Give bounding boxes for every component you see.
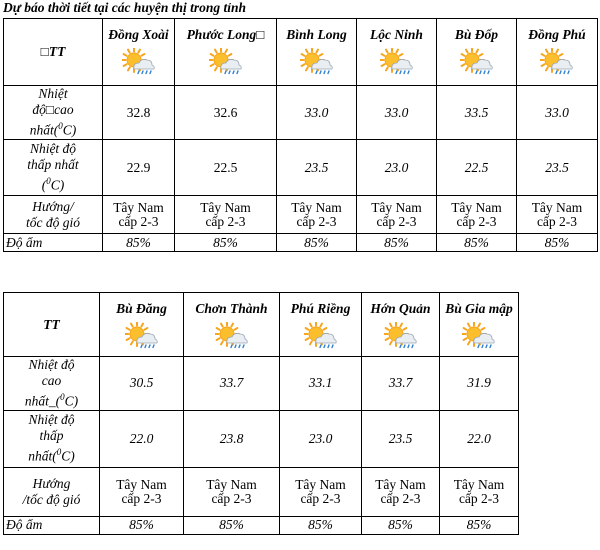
humidity-value: 85% [280, 516, 362, 534]
wind-level: cấp 2-3 [380, 490, 421, 506]
wind-value [175, 196, 277, 234]
district-name: Lộc Ninh [370, 27, 423, 42]
high-temp-value: 33.5 [437, 86, 517, 140]
low-temp-value: 23.0 [280, 410, 362, 467]
high-temp-value: 32.8 [103, 86, 175, 140]
district-header [362, 293, 440, 357]
wind-direction: Tây Nam [295, 476, 346, 492]
sun-cloud-rain-icon [460, 48, 494, 76]
low-temp-label [4, 410, 100, 467]
label-line: C) [50, 177, 65, 193]
wind-label [4, 467, 100, 516]
label-line: C) [64, 393, 79, 409]
district-header [437, 19, 517, 86]
wind-level: cấp 2-3 [536, 213, 578, 229]
label-line: Nhiệt [38, 86, 68, 102]
wind-level: cấp 2-3 [296, 213, 337, 229]
wind-direction: Tây Nam [113, 199, 164, 215]
wind-value [437, 196, 517, 234]
high-temp-value: 33.0 [357, 86, 437, 140]
district-name: Phú Riềng [290, 301, 351, 316]
sun-cloud-rain-icon [380, 48, 414, 76]
label-line: Hướng/ [32, 198, 74, 214]
district-header [175, 19, 277, 86]
sun-cloud-rain-icon [209, 48, 243, 76]
low-temp-label [4, 140, 103, 196]
tt-label: □TT [40, 44, 66, 59]
label-line: độ□cao [32, 102, 74, 118]
low-temp-value: 22.0 [440, 410, 519, 467]
sun-cloud-rain-icon [540, 48, 574, 76]
humidity-value: 85% [517, 234, 598, 252]
wind-direction: Tây Nam [291, 199, 342, 215]
humidity-row [4, 516, 519, 534]
header-row [4, 293, 519, 357]
label-line: nhất( [28, 448, 57, 464]
humidity-value: 85% [100, 516, 184, 534]
wind-value [184, 467, 280, 516]
low-temp-row [4, 410, 519, 467]
wind-level: cấp 2-3 [121, 490, 162, 506]
label-line: /tốc độ gió [22, 491, 81, 507]
humidity-row [4, 234, 598, 252]
wind-level: cấp 2-3 [211, 490, 252, 506]
label-line: thấp nhất [27, 157, 79, 173]
high-temp-value: 31.9 [440, 357, 519, 411]
wind-level: cấp 2-3 [300, 490, 341, 506]
label-line: Nhiệt độ [28, 412, 75, 428]
high-temp-value: 32.6 [175, 86, 277, 140]
corner-cell [4, 19, 103, 86]
wind-level: cấp 2-3 [118, 213, 159, 229]
district-header [280, 293, 362, 357]
wind-direction: Tây Nam [451, 199, 502, 215]
sun-cloud-rain-icon [304, 322, 338, 350]
district-name: Bù Đăng [116, 301, 167, 316]
district-name: Đồng Phú [528, 27, 586, 42]
label-line: thấp [39, 428, 64, 444]
page-title: Dự báo thời tiết tại các huyện thị trong tỉnh [3, 0, 246, 15]
high-temp-row [4, 86, 598, 140]
district-name: Đồng Xoài [108, 27, 169, 42]
humidity-label: Độ ẩm [4, 516, 100, 534]
degree-mark: 0 [58, 121, 63, 132]
low-temp-value: 23.8 [184, 410, 280, 467]
sun-cloud-rain-icon [300, 48, 334, 76]
sun-cloud-rain-icon [384, 322, 418, 350]
degree-mark: 0 [46, 176, 51, 187]
tt-label: TT [43, 316, 60, 332]
district-name: Phước Long□ [186, 27, 265, 42]
low-temp-value: 22.9 [103, 140, 175, 196]
wind-level: cấp 2-3 [376, 213, 417, 229]
low-temp-value: 23.5 [277, 140, 357, 196]
label-line: Hướng [32, 475, 71, 491]
label-line: nhất_( [24, 393, 61, 409]
wind-value [362, 467, 440, 516]
wind-direction: Tây Nam [200, 199, 251, 215]
low-temp-value: 23.5 [362, 410, 440, 467]
corner-cell [4, 293, 100, 357]
label-line: Nhiệt độ [29, 141, 77, 157]
wind-level: cấp 2-3 [456, 213, 497, 229]
wind-value [103, 196, 175, 234]
district-name: Bình Long [286, 27, 347, 42]
wind-direction: Tây Nam [375, 476, 426, 492]
high-temp-value: 33.7 [362, 357, 440, 411]
district-name: Chơn Thành [195, 301, 268, 316]
district-name: Hớn Quản [370, 301, 431, 316]
forecast-table-1 [3, 18, 598, 252]
wind-direction: Tây Nam [116, 476, 167, 492]
header-row [4, 19, 598, 86]
wind-row [4, 467, 519, 516]
high-temp-label [4, 357, 100, 411]
low-temp-value: 22.0 [100, 410, 184, 467]
wind-value [440, 467, 519, 516]
humidity-value: 85% [362, 516, 440, 534]
wind-direction: Tây Nam [531, 199, 583, 215]
district-header [357, 19, 437, 86]
high-temp-value: 33.0 [277, 86, 357, 140]
wind-level: cấp 2-3 [458, 490, 500, 506]
humidity-value: 85% [357, 234, 437, 252]
wind-row [4, 196, 598, 234]
label-line: C) [62, 122, 77, 138]
district-name: Bù Gia mập [445, 301, 513, 316]
high-temp-row [4, 357, 519, 411]
humidity-value: 85% [277, 234, 357, 252]
humidity-value: 85% [184, 516, 280, 534]
label-line: nhất( [29, 122, 59, 138]
humidity-label: Độ ẩm [4, 234, 103, 252]
high-temp-value: 33.7 [184, 357, 280, 411]
humidity-value: 85% [440, 516, 519, 534]
sun-cloud-rain-icon [462, 322, 496, 350]
high-temp-value: 33.1 [280, 357, 362, 411]
district-name: Bù Đốp [454, 27, 499, 42]
humidity-value: 85% [437, 234, 517, 252]
wind-level: cấp 2-3 [205, 213, 246, 229]
sun-cloud-rain-icon [125, 322, 159, 350]
high-temp-value: 30.5 [100, 357, 184, 411]
degree-mark: 0 [56, 447, 62, 458]
district-header [184, 293, 280, 357]
high-temp-label [4, 86, 103, 140]
label-line: C) [61, 448, 75, 464]
low-temp-value: 23.5 [517, 140, 598, 196]
district-header [100, 293, 184, 357]
wind-label [4, 196, 103, 234]
high-temp-value: 33.0 [517, 86, 598, 140]
district-header [440, 293, 519, 357]
forecast-table-2 [3, 292, 519, 535]
low-temp-value: 22.5 [437, 140, 517, 196]
wind-direction: Tây Nam [453, 476, 505, 492]
district-header [103, 19, 175, 86]
wind-value [280, 467, 362, 516]
low-temp-row [4, 140, 598, 196]
low-temp-value: 22.5 [175, 140, 277, 196]
wind-direction: Tây Nam [206, 476, 257, 492]
label-line: ( [41, 177, 47, 193]
wind-value [277, 196, 357, 234]
sun-cloud-rain-icon [215, 322, 249, 350]
humidity-value: 85% [175, 234, 277, 252]
district-header [517, 19, 598, 86]
district-header [277, 19, 357, 86]
sun-cloud-rain-icon [122, 48, 156, 76]
wind-value [357, 196, 437, 234]
label-line: Nhiệt độ [28, 357, 75, 372]
humidity-value: 85% [103, 234, 175, 252]
wind-direction: Tây Nam [371, 199, 422, 215]
label-line: tốc độ gió [26, 214, 80, 230]
degree-mark: 0 [60, 392, 65, 402]
wind-value [100, 467, 184, 516]
low-temp-value: 23.0 [357, 140, 437, 196]
wind-value [517, 196, 598, 234]
label-line: cao [41, 373, 62, 388]
